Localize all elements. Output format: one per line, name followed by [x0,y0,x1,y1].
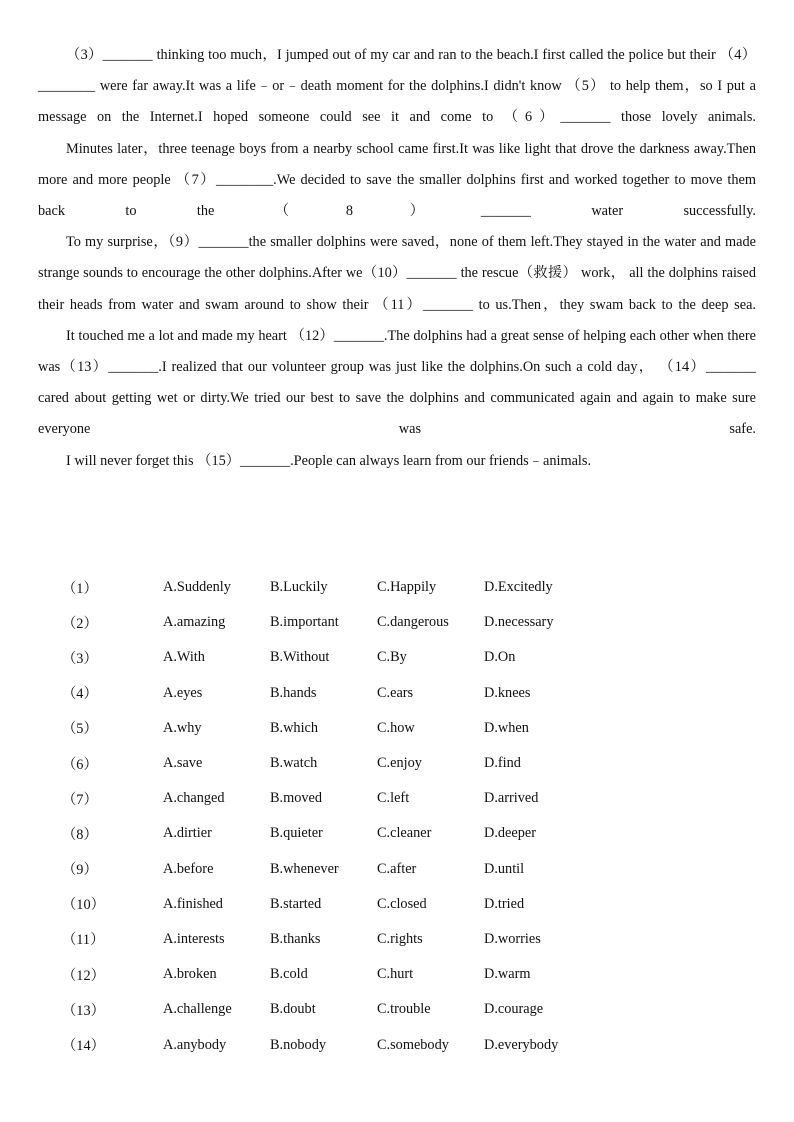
option-d: D.deeper [484,825,536,842]
option-c: C.somebody [377,1036,449,1053]
cloze-passage [38,40,756,477]
passage-line: It touched me a lot and made my heart （12）_______.The dolphins had a great sense of helping each other [66,327,690,344]
passage-line: Minutes later，three teenage boys from a nearby school came first.It was like light that drove the darkness [66,140,690,157]
paragraph-2 [38,134,756,228]
option-row [38,816,756,851]
option-a: A.dirtier [163,825,212,842]
passage-line: （3）_______ thinking too much，I jumped out of my car and ran to the beach.I first called the police but [66,47,686,63]
option-a: A.challenge [163,1001,232,1018]
option-b: B.thanks [270,930,321,947]
option-b: B.cold [270,966,308,983]
option-c: C.enjoy [377,755,422,772]
option-d: D.knees [484,684,531,701]
answer-options-table [38,570,756,1063]
option-b: B.important [270,614,339,631]
question-number: （13） [62,1002,105,1019]
option-c: C.rights [377,930,423,947]
option-row [38,605,756,640]
option-a: A.interests [163,930,225,947]
option-d: D.until [484,860,525,877]
option-c: C.how [377,719,415,736]
option-row [38,711,756,746]
passage-line: swam back to the deep sea. [589,296,756,313]
option-row [38,957,756,992]
option-a: A.eyes [163,684,203,701]
option-d: D.Excitedly [484,579,553,596]
option-a: A.changed [163,790,225,807]
paragraph-3 [38,227,756,321]
question-number: （1） [62,580,98,597]
option-d: D.courage [484,1001,544,1018]
option-d: D.arrived [484,790,539,807]
option-a: A.amazing [163,614,226,631]
question-number: （14） [62,1038,105,1055]
option-row [38,887,756,922]
option-row [38,746,756,781]
option-d: D.necessary [484,614,554,631]
option-c: C.closed [377,895,427,912]
option-c: C.dangerous [377,614,449,631]
passage-line: I will never forget this （15）_______.People can always learn from our friends﹣animals. [66,452,592,469]
question-number: （2） [62,615,98,632]
question-number: （11） [62,932,105,949]
question-number: （10） [62,897,105,914]
option-b: B.whenever [270,860,339,877]
passage-line: To my surprise，（9）_______the smaller dolphins were saved，none of them left.They stayed in the water [66,234,697,251]
paragraph-4 [38,321,756,446]
option-a: A.With [163,649,205,666]
option-row [38,1027,756,1062]
question-number: （8） [62,826,98,843]
option-c: C.ears [377,684,414,701]
paragraph-1 [38,40,756,134]
question-number: （12） [62,967,105,984]
question-number: （3） [62,650,98,667]
option-b: B.quieter [270,825,323,842]
option-b: B.nobody [270,1036,327,1053]
option-b: B.watch [270,755,318,772]
option-d: D.worries [484,930,541,947]
option-d: D.everybody [484,1036,559,1053]
paragraph-5 [38,446,756,477]
passage-line: lovely animals. [661,109,756,126]
passage-line: away.Then more and more people （7）________.We decided to save the smaller dolphins first and worked [38,140,757,188]
question-number: （7） [62,791,98,808]
option-row [38,992,756,1027]
option-row [38,640,756,675]
option-d: D.On [484,649,516,666]
option-b: B.moved [270,790,323,807]
option-c: C.trouble [377,1001,431,1018]
option-d: D.tried [484,895,525,912]
option-row [38,852,756,887]
option-d: D.warm [484,966,531,983]
option-b: B.which [270,719,319,736]
option-row [38,781,756,816]
option-row [38,570,756,605]
question-number: （4） [62,686,98,703]
option-a: A.Suddenly [163,579,231,596]
option-c: C.hurt [377,966,414,983]
option-a: A.before [163,860,214,877]
passage-line: and made strange sounds to encourage the other dolphins.After we（10）_______ the rescue（救援） work， [38,234,756,282]
option-b: B.Without [270,649,330,666]
option-a: A.broken [163,966,217,983]
passage-line: their （4）________ were far away.It was a life﹣or﹣death moment for the dolphins.I didn't know （5） [38,47,756,95]
option-b: B.Luckily [270,579,328,596]
option-a: A.anybody [163,1036,227,1053]
passage-line: together to move them back to the （8）_______ water successfully. [38,171,756,220]
option-c: C.after [377,860,417,877]
option-d: D.find [484,755,521,772]
option-row [38,676,756,711]
option-c: C.By [377,649,407,666]
option-b: B.started [270,895,322,912]
question-number: （5） [62,721,98,738]
passage-line: to help them，so I put a message on the Internet.I hoped someone could see it and come to （6）_______ those [38,78,756,126]
option-b: B.hands [270,684,317,701]
option-b: B.doubt [270,1001,316,1018]
option-c: C.Happily [377,579,437,596]
passage-line: all the dolphins raised their heads from water and swam around to show their （11）_______ to us.Then，they [38,265,756,313]
question-number: （9） [62,862,98,879]
option-d: D.when [484,719,529,736]
passage-line: when there was（13）_______.I realized that our volunteer group was just like the dolphins.On such a cold day， [38,327,756,376]
option-a: A.finished [163,895,223,912]
passage-line: （14）_______ cared about getting wet or dirty.We tried our best to save the dolphins and communicated again [38,359,756,407]
question-number: （6） [62,756,98,773]
option-row [38,922,756,957]
passage-line: and again to make sure everyone was safe. [38,390,756,438]
option-c: C.left [377,790,410,807]
option-a: A.save [163,755,203,772]
option-a: A.why [163,719,202,736]
option-c: C.cleaner [377,825,432,842]
